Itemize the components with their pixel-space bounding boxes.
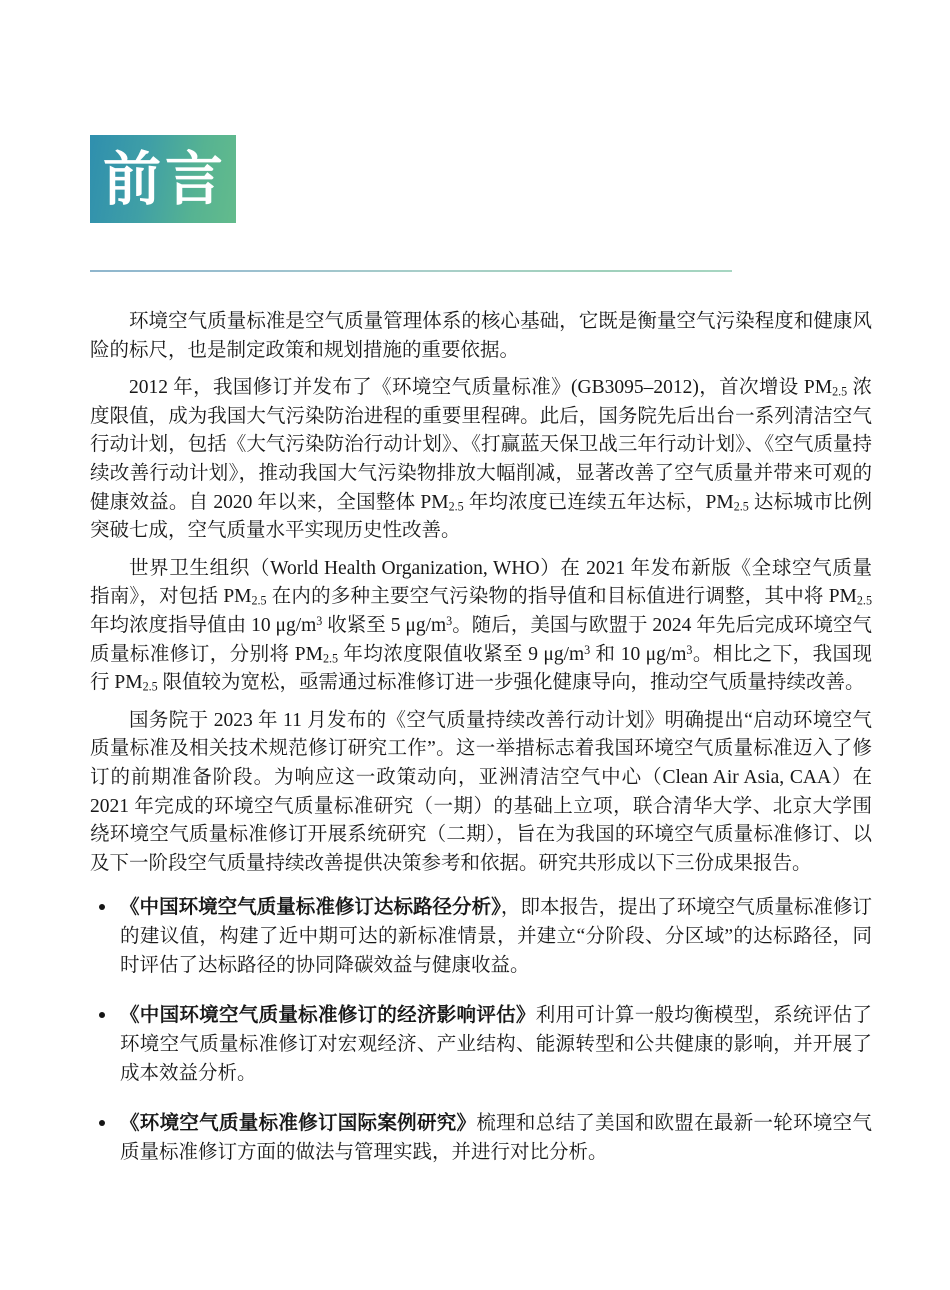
paragraph-4: 国务院于 2023 年 11 月发布的《空气质量持续改善行动计划》明确提出“启动环境空气质量标准及相关技术规范修订研究工作”。这一举措标志着我国环境空气质量标准迈入了修订的前期准备阶段。为响应这一政策动向，亚洲清洁空气中心（Clean Air Asia, CAA）在 2021 年完成的环境空气质量标准研究（一期）的基础上立项，联合清华大学、北京大学围绕环境空气质量标准修订开展系统研究（二期），旨在为我国的环境空气质量标准修订、以及下一阶段空气质量持续改善提供决策参考和依据。研究共形成以下三份成果报告。 (90, 709, 872, 874)
bullet-icon (99, 1120, 105, 1126)
bullet-icon (99, 1012, 105, 1018)
pm25-subscript: 2.5 (832, 384, 848, 399)
paragraph-3-part-g: 和 10 μg/m (590, 643, 687, 665)
list-item (90, 1000, 872, 1088)
cubic-superscript: 3 (686, 642, 693, 657)
report-title: 《中国环境空气质量标准修订达标路径分析》 (120, 895, 501, 919)
pm25-subscript: 2.5 (251, 594, 267, 608)
report-title: 《环境空气质量标准修订国际案例研究》 (120, 1111, 477, 1135)
report-description: 梳理和总结了美国和欧盟在最新一轮环境空气质量标准修订方面的做法与管理实践，并进行对比分析。 (120, 1113, 872, 1164)
pm25-subscript: 2.5 (323, 651, 339, 666)
paragraph-3-part-b: 在内的多种主要空气污染物的指导值和目标值进行调整，其中将 PM (266, 586, 857, 608)
paragraph-2 (90, 374, 872, 546)
cubic-superscript: 3 (316, 614, 323, 629)
list-item (90, 892, 872, 980)
paragraph-3-part-c: 年均浓度指导值由 10 μg/m (90, 614, 317, 636)
cubic-superscript: 3 (446, 614, 453, 629)
bullet-icon (99, 904, 105, 910)
paragraph-2-part-d: 达标城市比例突破七成，空气质量水平实现历史性改善。 (90, 491, 873, 542)
paragraph-2-part-c: 年均浓度已连续五年达标，PM (463, 491, 734, 513)
pm25-subscript: 2.5 (142, 679, 158, 694)
pm25-subscript: 2.5 (733, 499, 749, 514)
header-divider (90, 270, 732, 272)
paragraph-2-part-b: 浓度限值，成为我国大气污染防治进程的重要里程碑。此后，国务院先后出台一系列清洁空气行动计划，包括《大气污染防治行动计划》、《打赢蓝天保卫战三年行动计划》、《空气质量持续改善行动计划》，推动我国大气污染物排放大幅削减，显著改善了空气质量并带来可观的健康效益。自 2020 年以来，全国整体 PM (90, 377, 872, 513)
paragraph-3-part-h: 。相比之下，我国现行 PM (90, 643, 873, 694)
paragraph-2-part-a: 2012 年，我国修订并发布了《环境空气质量标准》(GB3095–2012)，首次增设 PM (129, 377, 833, 399)
report-description: 利用可计算一般均衡模型，系统评估了环境空气质量标准修订对宏观经济、产业结构、能源转型和公共健康的影响，并开展了成本效益分析。 (120, 1005, 872, 1085)
pm25-subscript: 2.5 (856, 594, 872, 608)
paragraph-1: 环境空气质量标准是空气质量管理体系的核心基础，它既是衡量空气污染程度和健康风险的标尺，也是制定政策和规划措施的重要依据。 (90, 311, 872, 361)
paragraph-3 (90, 555, 872, 698)
report-title: 《中国环境空气质量标准修订的经济影响评估》 (120, 1003, 536, 1027)
paragraph-3-part-f: 年均浓度限值收紧至 9 μg/m (338, 643, 585, 665)
paragraph-3-part-a: 世界卫生组织（World Health Organization, WHO）在 2021 年发布新版《全球空气质量指南》，对包括 PM (90, 557, 872, 608)
report-description: ，即本报告，提出了环境空气质量标准修订的建议值，构建了近中期可达的新标准情景，并建立“分阶段、分区域”的达标路径，同时评估了达标路径的协同降碳效益与健康收益。 (120, 897, 872, 977)
paragraph-3-part-d: 收紧至 5 μg/m (322, 614, 447, 636)
list-item (90, 1108, 872, 1167)
pm25-subscript: 2.5 (448, 499, 464, 514)
page-title: 前言 (102, 145, 227, 213)
paragraph-3-part-i: 限值较为宽松，亟需通过标准修订进一步强化健康导向，推动空气质量持续改善。 (157, 672, 865, 694)
paragraph-3-part-e: 。随后，美国与欧盟于 2024 年先后完成环境空气质量标准修订，分别将 PM (90, 614, 872, 665)
report-list (90, 892, 872, 1167)
cubic-superscript: 3 (584, 642, 591, 657)
body-content (90, 308, 872, 1167)
section-title-block (90, 135, 236, 223)
